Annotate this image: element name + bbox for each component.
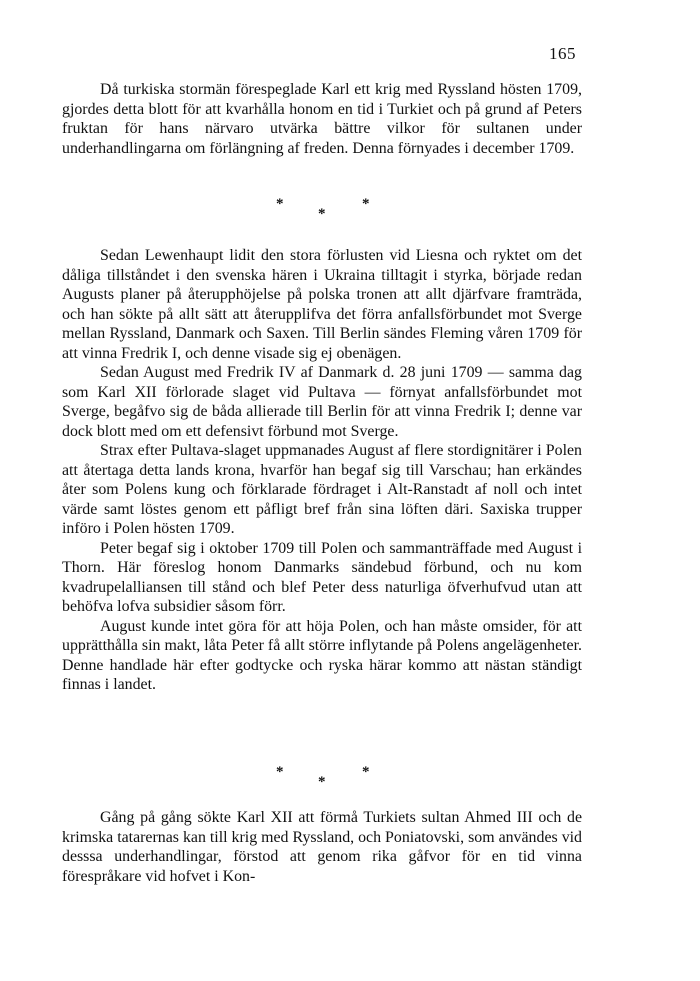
- paragraph: Strax efter Pultava-slaget uppmanades August af flere stordignitärer i Polen att återtaga detta lands krona, hvarför han begaf sig till Varschau; han erkändes åter som Polens kung och förklarade fördraget i Alt-Ranstadt af noll och intet värde samt löstes genom ett påfligt bref från sina löften däri. Saxiska trupper införo i Polen hösten 1709.: [62, 442, 582, 537]
- asterisk: *: [362, 764, 370, 780]
- paragraph: Gång på gång sökte Karl XII att förmå Turkiets sultan Ahmed III och de krimska tatarernas kan till krig med Ryssland, och Poniatovski, som användes vid desssa underhandlingar, förstod att genom rika gåfvor för en tid vinna förespråkare vid hofvet i Kon-: [62, 809, 582, 885]
- paragraph: Sedan Lewenhaupt lidit den stora förlusten vid Liesna och ryktet om det dåliga tillståndet i den svenska hären i Ukraina tilltagit i styrka, började redan Augusts planer på återupphöjelse på polska tronen att allt djärfvare framträda, och han sökte på allt sätt att återupplifva det förra anfallsförbundet mot Sverge mellan Ryssland, Danmark och Saxen. Till Berlin sändes Fleming våren 1709 för att vinna Fredrik I, och denne visade sig ej obenägen.: [62, 247, 582, 362]
- paragraph: August kunde intet göra för att höja Polen, och han måste omsider, för att upprätthålla sin makt, låta Peter få allt större inflytande på Polens angelägenheter. Denne handlade här efter godtycke och ryska härar kommo att nästan ständigt finnas i landet.: [62, 617, 582, 693]
- paragraph: Peter begaf sig i oktober 1709 till Polen och sammanträffade med August i Thorn. Här föreslog honom Danmarks sändebud förbund, och nu kom kvadrupelalliansen till stånd och blef Peter dess naturliga öfverhufvud utan att behöfva lofva subsidier såsom förr.: [62, 539, 582, 615]
- text-block-1: [62, 80, 582, 158]
- asterisk: *: [276, 764, 284, 780]
- asterisk: *: [276, 196, 284, 212]
- text-block-2: [62, 246, 582, 695]
- page-number: 165: [549, 44, 576, 63]
- paragraph: Då turkiska stormän förespeglade Karl ett krig med Ryssland hösten 1709, gjordes detta blott för att kvarhålla honom en tid i Turkiet och på grund af Peters fruktan för hans närvaro utvärka bättre vilkor för sultanen under underhandlingarna om förlängning af freden. Denna förnyades i december 1709.: [62, 81, 582, 157]
- text-block-3: [62, 808, 582, 886]
- asterisk: *: [318, 206, 326, 222]
- section-separator: [0, 196, 700, 226]
- asterisk: *: [362, 196, 370, 212]
- asterisk: *: [318, 774, 326, 790]
- section-separator: [0, 764, 700, 794]
- paragraph: Sedan August med Fredrik IV af Danmark d. 28 juni 1709 — samma dag som Karl XII förlorade slaget vid Pultava — förnyat anfallsförbundet mot Sverge, begåfvo sig de båda allierade till Berlin för att vinna Fredrik I; denne var dock blott med om ett defensivt förbund mot Sverge.: [62, 364, 582, 440]
